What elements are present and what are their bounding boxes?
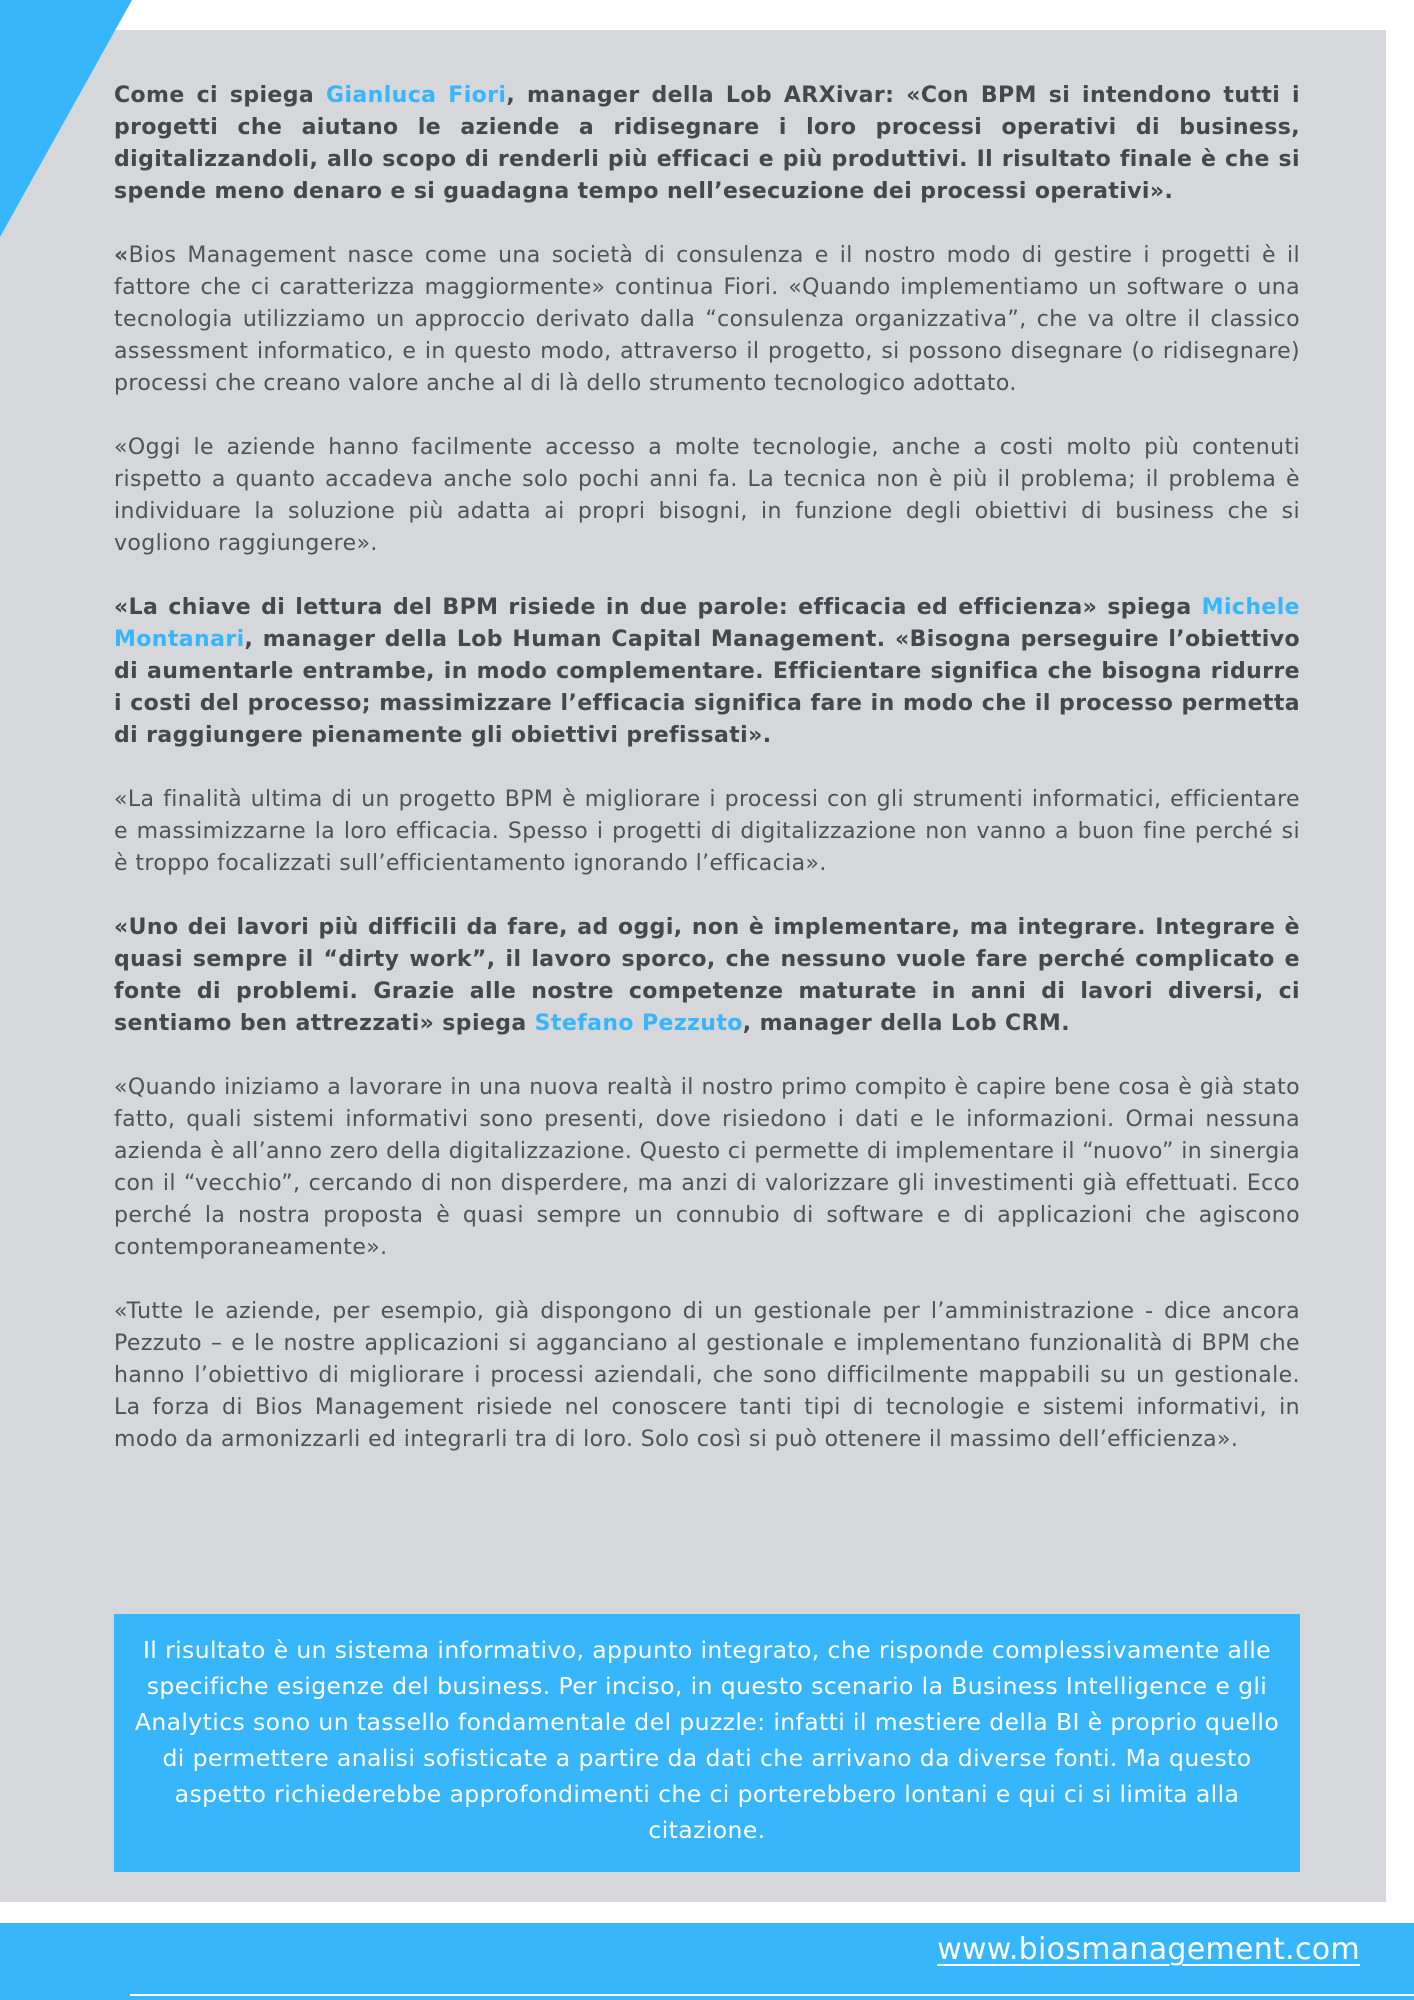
opening-quote-mark: « [114, 243, 129, 268]
footer-bar [0, 1923, 1414, 2000]
paragraph-integration: «Tutte le aziende, per esempio, già dispongono di un gestionale per l’amministrazione - dice ancora Pezzuto – e le nostre applicazioni si agganciano al gestionale e implementano funzionalità di BPM che hanno l’obiettivo di migliorare i processi aziendali, che sono difficilmente mappabili su un gestionale. La forza di Bios Management risiede nel conoscere tanti tipi di tecnologie e sistemi informativi, in modo da armonizzarli ed integrarli tra di loro. Solo così si può ottenere il massimo dell’efficienza». [114, 1299, 1300, 1452]
paragraph-new-reality: «Quando iniziamo a lavorare in una nuova realtà il nostro primo compito è capire bene cosa è già stato fatto, quali sistemi informativi sono presenti, dove risiedono i dati e le informazioni. Ormai nessuna azienda è all’anno zero della digitalizzazione. Questo ci permette di implementare il “nuovo” in sinergia con il “vecchio”, cercando di non disperdere, ma anzi di valorizzare gli investimenti già effettuati. Ecco perché la nostra proposta è quasi sempre un connubio di software e di applicazioni che agiscono contemporaneamente». [114, 1075, 1300, 1260]
paragraph-text: Bios Management nasce come una società di consulenza e il nostro modo di gestire i progetti è il fattore che ci caratterizza maggiormente» continua Fiori. «Quando implementiamo un software o una tecnologia utilizziamo un approccio derivato dalla “consulenza organizzativa”, che va oltre il classico assessment informatico, e in questo modo, attraverso il progetto, si possono disegnare (o ridisegnare) processi che creano valore anche al di là dello strumento tecnologico adottato. [114, 243, 1300, 396]
footer-divider [130, 1994, 1414, 1996]
person-name-stefano-pezzuto: Stefano Pezzuto [534, 1011, 743, 1036]
paragraph-text: , manager della Lob Human Capital Management. «Bisogna perseguire l’obiettivo di aumentarle entrambe, in modo complementare. Efficientare significa che bisogna ridurre i costi del processo; massimizzare l’efficacia significa fare in modo che il processo permetta di raggiungere pienamente gli obiettivi prefissati». [114, 627, 1300, 748]
paragraph-bpm-purpose: «La finalità ultima di un progetto BPM è migliorare i processi con gli strumenti informatici, efficientare e massimizzarne la loro efficacia. Spesso i progetti di digitalizzazione non vanno a buon fine perché si è troppo focalizzati sull’efficientamento ignorando l’efficacia». [114, 787, 1300, 876]
website-link[interactable]: www.biosmanagement.com [937, 1932, 1360, 1967]
paragraph-text: , manager della Lob CRM. [742, 1011, 1070, 1036]
paragraph-montanari-quote [114, 592, 1300, 752]
paragraph-text: «La chiave di lettura del BPM risiede in due parole: efficacia ed efficienza» spiega [114, 595, 1202, 620]
paragraph-pezzuto-quote [114, 912, 1300, 1040]
paragraph-text: «Uno dei lavori più difficili da fare, ad oggi, non è implementare, ma integrare. Integrare è quasi sempre il “dirty work”, il lavoro sporco, che nessuno vuole fare perché complicato e fonte di problemi. Grazie alle nostre competenze maturate in anni di lavori diversi, ci sentiamo ben attrezzati» spiega [114, 915, 1300, 1036]
highlight-callout: Il risultato è un sistema informativo, appunto integrato, che risponde complessivamente alle specifiche esigenze del business. Per inciso, in questo scenario la Business Intelligence e gli Analytics sono un tassello fondamentale del puzzle: infatti il mestiere della BI è proprio quello di permettere analisi sofisticate a partire da dati che arrivano da diverse fonti. Ma questo aspetto richiederebbe approfondimenti che ci porterebbero lontani e qui ci si limita alla citazione. [114, 1614, 1300, 1872]
person-name-gianluca-fiori: Gianluca Fiori [326, 83, 507, 108]
paragraph-bios-consulting [114, 240, 1300, 400]
person-name-michele-montanari: Michele Montanari [114, 595, 1300, 652]
paragraph-text: Come ci spiega [114, 83, 326, 108]
article-body [114, 80, 1300, 1488]
paragraph-fiori-intro [114, 80, 1300, 208]
corner-accent-triangle [0, 0, 132, 237]
paragraph-technology-access: «Oggi le aziende hanno facilmente accesso a molte tecnologie, anche a costi molto più contenuti rispetto a quanto accadeva anche solo pochi anni fa. La tecnica non è più il problema; il problema è individuare la soluzione più adatta ai propri bisogni, in funzione degli obiettivi di business che si vogliono raggiungere». [114, 435, 1300, 556]
paragraph-text: , manager della Lob ARXivar: «Con BPM si intendono tutti i progetti che aiutano le aziende a ridisegnare i loro processi operativi di business, digitalizzandoli, allo scopo di renderli più efficaci e più produttivi. Il risultato finale è che si spende meno denaro e si guadagna tempo nell’esecuzione dei processi operativi». [114, 83, 1300, 204]
